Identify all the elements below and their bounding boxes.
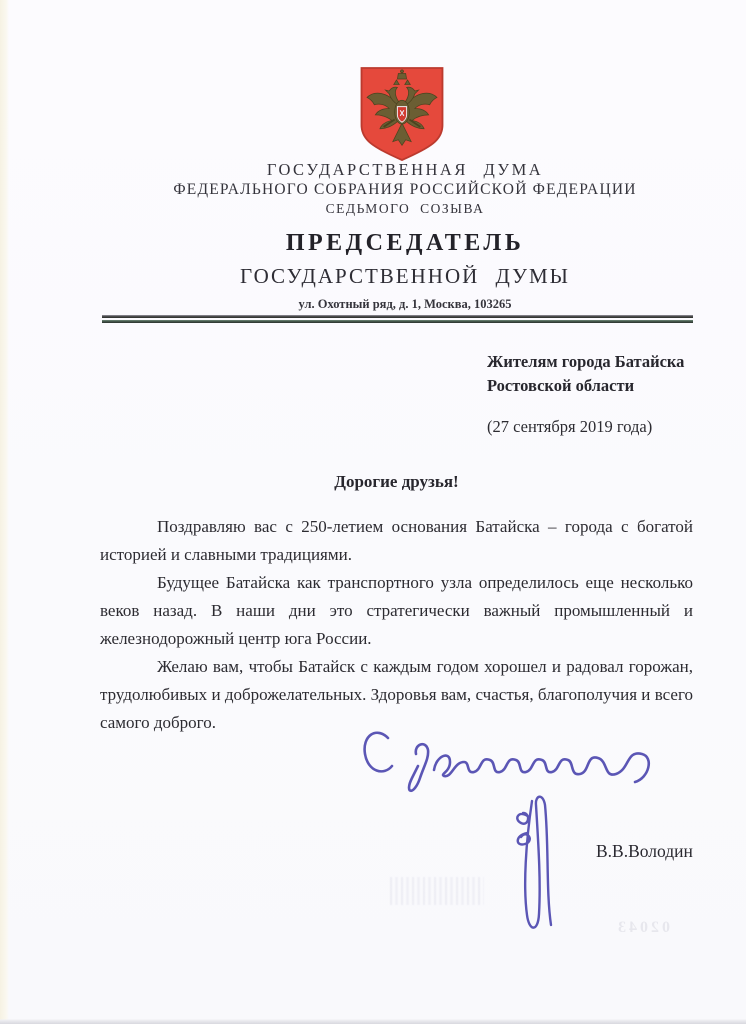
paragraph-2: Будущее Батайска как транспортного узла определилось еще несколько веков назад. В наши дни это стратегически важный промышленный и железнодорожный центр юга России.	[100, 573, 693, 648]
office-subtitle: ГОСУДАРСТВЕННОЙ ДУМЫ	[240, 264, 570, 288]
divider-line-top	[102, 315, 693, 318]
divider-line-bottom	[102, 320, 693, 323]
office-title: ПРЕДСЕДАТЕЛЬ	[285, 230, 525, 256]
bleedthrough-barcode	[390, 877, 484, 905]
bleedthrough-digits: 02043	[615, 919, 670, 936]
russian-coat-of-arms-icon	[356, 64, 448, 164]
letterhead-address: ул. Охотный ряд, д. 1, Москва, 103265	[298, 297, 512, 311]
letter-body	[100, 513, 693, 737]
letterhead-divider	[102, 315, 693, 323]
handwritten-closing	[358, 724, 660, 794]
recipient-line2: Ростовской области	[487, 376, 635, 395]
scan-edge-left	[0, 0, 9, 1024]
recipient-block	[487, 350, 684, 398]
org-name-line3: СЕДЬМОГО СОЗЫВА	[325, 201, 485, 216]
org-name-line2: ФЕДЕРАЛЬНОГО СОБРАНИЯ РОССИЙСКОЙ ФЕДЕРАЦИИ	[173, 181, 637, 198]
recipient-line1: Жителям города Батайска	[487, 352, 685, 371]
salutation: Дорогие друзья!	[334, 472, 459, 491]
paragraph-3: Желаю вам, чтобы Батайск с каждым годом хорошел и радовал горожан, трудолюбивых и доброжелательных. Здоровья вам, счастья, благополучия и всего самого доброго.	[100, 657, 693, 732]
scan-edge-bottom	[0, 1019, 746, 1024]
paragraph-1: Поздравляю вас с 250-летием основания Батайска – города с богатой историей и славными традициями.	[100, 517, 693, 564]
document-date: (27 сентября 2019 года)	[487, 417, 653, 436]
signature-scribble	[505, 791, 569, 941]
letterhead	[92, 160, 718, 312]
signatory-name: В.В.Володин	[596, 841, 693, 861]
org-name-line1: ГОСУДАРСТВЕННАЯ ДУМА	[266, 160, 544, 179]
